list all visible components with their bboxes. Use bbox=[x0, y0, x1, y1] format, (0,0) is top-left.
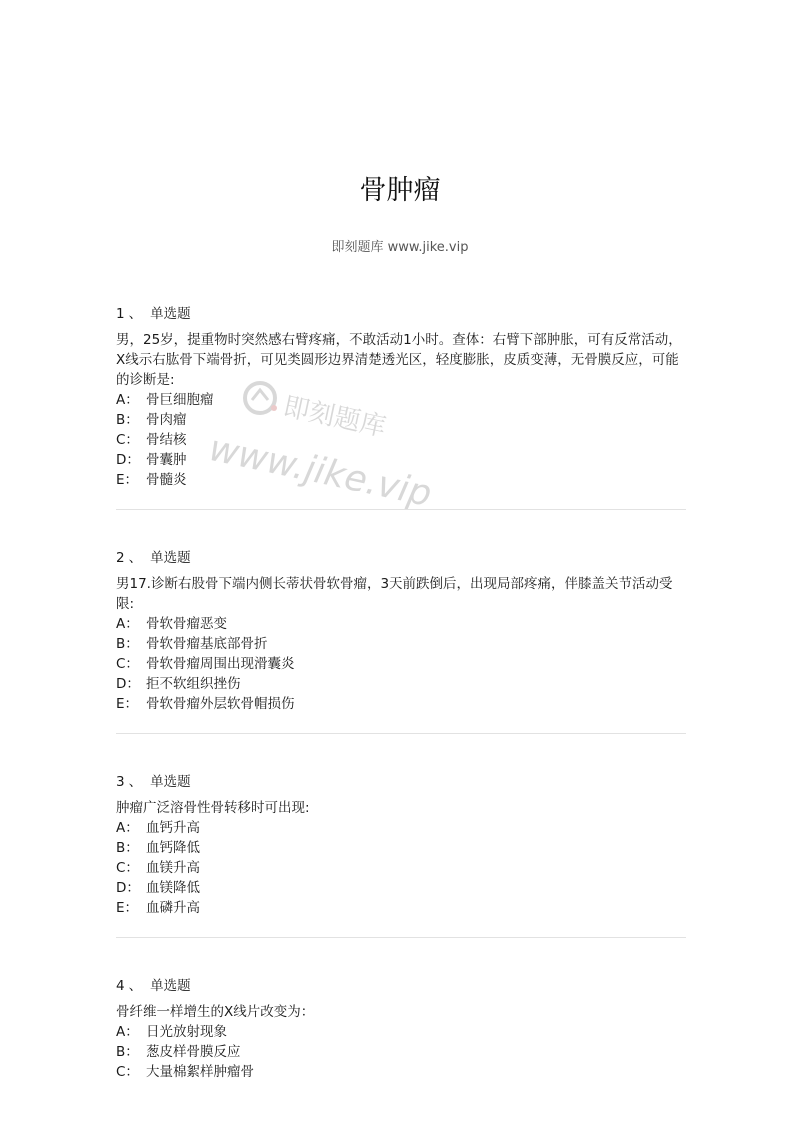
option-letter: A： bbox=[116, 820, 139, 836]
option-letter: E： bbox=[116, 472, 139, 488]
option-c[interactable] bbox=[116, 1062, 686, 1082]
question-number: 4 bbox=[116, 978, 125, 994]
question-stem: 男，25岁，提重物时突然感右臂疼痛，不敢活动1小时。查体：右臂下部肿胀，可有反常活动，X线示右肱骨下端骨折，可见类圆形边界清楚透光区，轻度膨胀，皮质变薄，无骨膜反应，可能的诊断是: bbox=[116, 332, 682, 388]
watermark-cn: 即刻题库 bbox=[280, 391, 389, 443]
question-header bbox=[116, 548, 686, 568]
option-c[interactable] bbox=[116, 858, 686, 878]
question-number: 2 bbox=[116, 550, 125, 566]
option-letter: A： bbox=[116, 392, 139, 408]
option-a[interactable] bbox=[116, 1022, 686, 1042]
question-header bbox=[116, 304, 686, 324]
option-c[interactable] bbox=[116, 430, 686, 450]
option-letter: C： bbox=[116, 656, 139, 672]
page-title: 骨肿瘤 bbox=[359, 175, 441, 207]
question-2 bbox=[116, 544, 686, 714]
option-b[interactable] bbox=[116, 634, 686, 654]
option-letter: B： bbox=[116, 840, 139, 856]
question-header bbox=[116, 976, 686, 996]
question-header bbox=[116, 772, 686, 792]
option-d[interactable] bbox=[116, 878, 686, 898]
question-list bbox=[116, 300, 686, 1082]
option-letter: D： bbox=[116, 880, 140, 896]
option-list bbox=[116, 1022, 686, 1082]
question-stem: 骨纤维一样增生的X线片改变为： bbox=[116, 1004, 315, 1020]
option-text: 日光放射现象 bbox=[146, 1024, 227, 1040]
question-type: 单选题 bbox=[150, 550, 191, 566]
option-letter: C： bbox=[116, 1064, 139, 1080]
option-letter: B： bbox=[116, 412, 139, 428]
option-b[interactable] bbox=[116, 410, 686, 430]
option-letter: B： bbox=[116, 636, 139, 652]
option-text: 骨巨细胞瘤 bbox=[146, 392, 214, 408]
option-e[interactable] bbox=[116, 694, 686, 714]
option-text: 骨软骨瘤周围出现滑囊炎 bbox=[146, 656, 295, 672]
divider bbox=[116, 733, 686, 734]
option-text: 骨囊肿 bbox=[146, 452, 187, 468]
question-4 bbox=[116, 972, 686, 1082]
option-text: 骨软骨瘤外层软骨帽损伤 bbox=[146, 696, 295, 712]
question-stem: 男17.诊断右股骨下端内侧长蒂状骨软骨瘤，3天前跌倒后，出现局部疼痛，伴膝盖关节活动受限: bbox=[116, 576, 673, 612]
watermark-url: www.jike.vip bbox=[205, 428, 436, 516]
option-letter: B： bbox=[116, 1044, 139, 1060]
option-b[interactable] bbox=[116, 1042, 686, 1062]
divider bbox=[116, 509, 686, 510]
option-letter: C： bbox=[116, 860, 139, 876]
option-text: 血镁升高 bbox=[146, 860, 200, 876]
option-text: 骨软骨瘤基底部骨折 bbox=[146, 636, 268, 652]
option-text: 血磷升高 bbox=[146, 900, 200, 916]
option-list bbox=[116, 390, 686, 490]
option-text: 骨软骨瘤恶变 bbox=[146, 616, 227, 632]
option-letter: A： bbox=[116, 1024, 139, 1040]
question-1 bbox=[116, 300, 686, 490]
option-e[interactable] bbox=[116, 470, 686, 490]
question-type: 单选题 bbox=[150, 306, 191, 322]
option-c[interactable] bbox=[116, 654, 686, 674]
question-separator: 、 bbox=[128, 774, 143, 790]
option-letter: C： bbox=[116, 432, 139, 448]
option-e[interactable] bbox=[116, 898, 686, 918]
option-a[interactable] bbox=[116, 818, 686, 838]
option-text: 拒不软组织挫伤 bbox=[146, 676, 241, 692]
option-text: 血钙降低 bbox=[146, 840, 200, 856]
option-a[interactable] bbox=[116, 390, 686, 410]
option-d[interactable] bbox=[116, 450, 686, 470]
option-letter: D： bbox=[116, 676, 140, 692]
divider bbox=[116, 937, 686, 938]
option-list bbox=[116, 818, 686, 918]
option-text: 血钙升高 bbox=[146, 820, 200, 836]
option-a[interactable] bbox=[116, 614, 686, 634]
option-text: 骨肉瘤 bbox=[146, 412, 187, 428]
option-letter: D： bbox=[116, 452, 140, 468]
option-d[interactable] bbox=[116, 674, 686, 694]
question-stem: 肿瘤广泛溶骨性骨转移时可出现: bbox=[116, 800, 310, 816]
option-letter: E： bbox=[116, 696, 139, 712]
option-text: 血镁降低 bbox=[146, 880, 200, 896]
question-3 bbox=[116, 768, 686, 918]
question-number: 3 bbox=[116, 774, 125, 790]
option-list bbox=[116, 614, 686, 714]
question-type: 单选题 bbox=[150, 774, 191, 790]
option-letter: E： bbox=[116, 900, 139, 916]
question-separator: 、 bbox=[128, 978, 143, 994]
option-text: 骨髓炎 bbox=[146, 472, 187, 488]
question-type: 单选题 bbox=[150, 978, 191, 994]
option-b[interactable] bbox=[116, 838, 686, 858]
page-subtitle: 即刻题库 www.jike.vip bbox=[331, 240, 469, 255]
question-number: 1 bbox=[116, 306, 125, 322]
option-text: 葱皮样骨膜反应 bbox=[146, 1044, 241, 1060]
question-separator: 、 bbox=[128, 306, 143, 322]
option-text: 大量棉絮样肿瘤骨 bbox=[146, 1064, 254, 1080]
option-letter: A： bbox=[116, 616, 139, 632]
option-text: 骨结核 bbox=[146, 432, 187, 448]
question-separator: 、 bbox=[128, 550, 143, 566]
